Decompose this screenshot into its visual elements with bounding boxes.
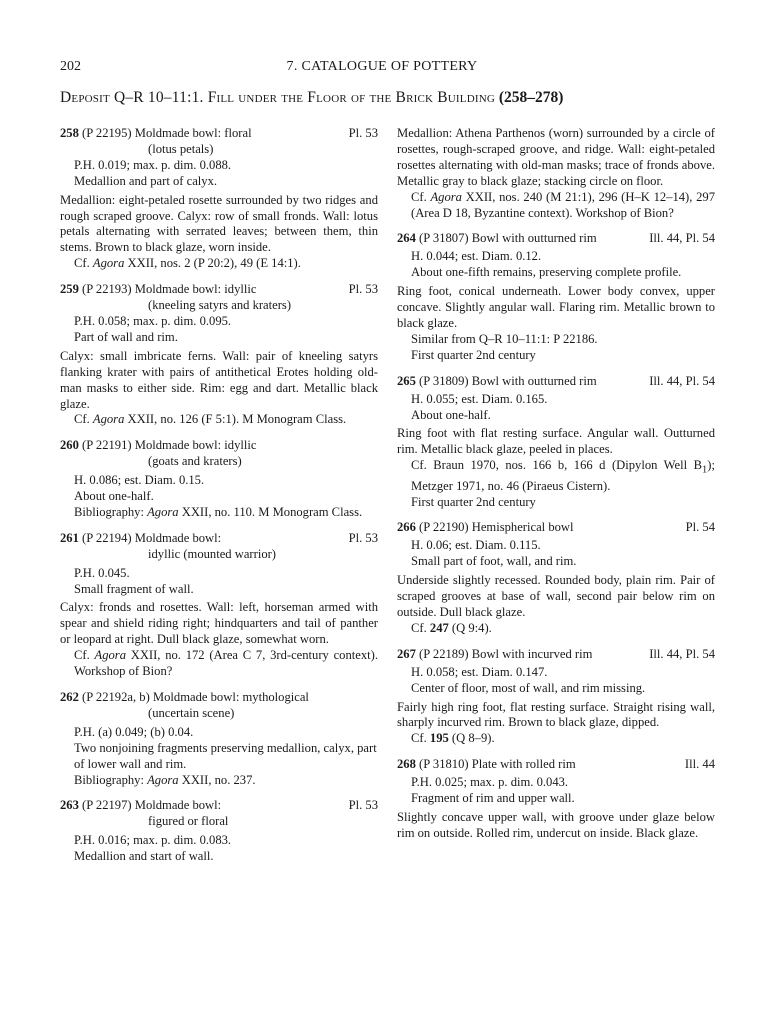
catalogue-entry-259 [60, 282, 378, 428]
plate-ref: Pl. 53 [348, 798, 378, 813]
description: Ring foot with flat resting surface. Angular wall. Outturned rim. Metallic black glaze, peeled in places. [397, 426, 715, 457]
entry-title: (P 31809) Bowl with outturned rim [415, 373, 597, 388]
measurements: H. 0.058; est. Diam. 0.147. [411, 664, 548, 679]
entry-heading [397, 647, 715, 663]
preservation: Small part of foot, wall, and rim. [411, 554, 577, 569]
plate-ref: Pl. 54 [685, 520, 715, 535]
description: Medallion: eight-petaled rosette surrounded by two ridges and rough scraped groove. Calyx: row of small fronds. Wall: lotus petals alternating with serrated leaves; between them, thin stems. Brown to black glaze, worn inside. [60, 192, 378, 255]
entry-number: 260 [60, 438, 79, 453]
entry-subtitle: (goats and kraters) [148, 454, 242, 469]
plate-ref: Ill. 44 [684, 757, 715, 772]
entry-number: 259 [60, 282, 79, 297]
catalogue-entry-260 [60, 438, 378, 521]
entry-subtitle: (kneeling satyrs and kraters) [148, 298, 292, 313]
entry-heading [60, 690, 378, 722]
comparanda: Cf. Agora XXII, no. 172 (Area C 7, 3rd-century context). Workshop of Bion? [74, 648, 378, 679]
entry-number: 268 [397, 757, 416, 772]
description: Ring foot, conical underneath. Lower body convex, upper concave. Slightly angular wall. Flaring rim. Metallic brown to black glaze. [397, 284, 715, 330]
entry-heading [60, 798, 378, 830]
bibliography: Bibliography: Agora XXII, no. 237. [74, 772, 256, 787]
entry-heading [397, 520, 715, 536]
right-column [397, 126, 715, 852]
preservation: About one-fifth remains, preserving complete profile. [411, 265, 682, 280]
entry-heading [397, 374, 715, 390]
comparanda: Cf. Braun 1970, nos. 166 b, 166 d (Dipylon Well $B_1$); Metzger 1971, no. 46 (Piraeus Cistern). [411, 458, 715, 493]
entry-number: 265 [397, 373, 416, 388]
entry-title: (P 31807) Bowl with outturned rim [415, 231, 597, 246]
bibliography: Bibliography: Agora XXII, no. 110. M Monogram Class. [74, 504, 363, 519]
entry-number: 262 [60, 690, 79, 704]
description: Fairly high ring foot, flat resting surface. Straight rising wall, sharply incurved rim. Brown to black glaze, dipped. [397, 699, 715, 730]
measurements: P.H. 0.016; max. p. dim. 0.083. [74, 833, 232, 848]
entry-subtitle: figured or floral [148, 814, 229, 829]
plate-ref: Pl. 53 [348, 282, 378, 297]
deposit-range: (258–278) [498, 89, 564, 106]
description: Medallion: Athena Parthenos (worn) surrounded by a circle of rosettes, rough-scraped groove, and ridge. Wall: eight-petaled rosettes alternating with old-man masks; trace of fronds above. Metallic gray to black glaze; stacking circle on floor. [397, 126, 715, 188]
catalogue-entry-263-continued [397, 126, 715, 221]
entry-number: 264 [397, 231, 416, 246]
catalogue-entry-258 [60, 126, 378, 272]
date: First quarter 2nd century [411, 494, 536, 509]
description: Calyx: small imbricate ferns. Wall: pair of kneeling satyrs flanking krater with pairs of antithetical Erotes holding old-man masks to either side. Rim: egg and dart. Metallic black glaze. [60, 348, 378, 411]
measurements: P.H. 0.058; max. p. dim. 0.095. [74, 313, 232, 328]
measurements: H. 0.06; est. Diam. 0.115. [411, 538, 541, 553]
catalogue-entry-261 [60, 531, 378, 680]
comparanda: Cf. 247 (Q 9:4). [411, 620, 492, 635]
entry-number: 263 [60, 798, 79, 813]
comparanda: Cf. 195 (Q 8–9). [411, 731, 495, 746]
preservation: Small fragment of wall. [74, 581, 194, 596]
preservation: About one-half. [411, 407, 491, 422]
catalogue-entry-267 [397, 647, 715, 747]
entry-number: 267 [397, 646, 416, 661]
entry-heading [60, 531, 378, 563]
entry-heading [397, 757, 715, 773]
preservation: Fragment of rim and upper wall. [411, 791, 575, 806]
plate-ref: Ill. 44, Pl. 54 [649, 646, 715, 661]
measurements: H. 0.086; est. Diam. 0.15. [74, 473, 205, 488]
preservation: Part of wall and rim. [74, 329, 178, 344]
description: Calyx: fronds and rosettes. Wall: left, horseman armed with spear and shield riding right; hindquarters and tail of panther or leopard at right. Dull black glaze, somewhat worn. [60, 600, 378, 647]
entry-heading [60, 126, 378, 158]
preservation: Center of floor, most of wall, and rim missing. [411, 680, 646, 695]
preservation: Two nonjoining fragments preserving medallion, calyx, part of lower wall and rim. [74, 740, 377, 771]
entry-heading [60, 282, 378, 314]
entry-number: 261 [60, 530, 79, 545]
chapter-title: 7. CATALOGUE OF POTTERY [286, 59, 478, 74]
deposit-heading [60, 89, 710, 107]
entry-subtitle: idyllic (mounted warrior) [148, 546, 276, 561]
entry-heading [397, 231, 715, 247]
running-head [0, 59, 764, 79]
entry-title: (P 22191) Moldmade bowl: idyllic [78, 438, 257, 453]
comparanda: Cf. Agora XXII, no. 126 (F 5:1). M Monogram Class. [74, 412, 347, 427]
deposit-title: Fill under the Floor of the Brick Building [207, 89, 495, 106]
entry-title: (P 22194) Moldmade bowl: [78, 530, 222, 545]
plate-ref: Ill. 44, Pl. 54 [649, 373, 715, 388]
date: First quarter 2nd century [411, 347, 536, 362]
entry-title: (P 22192a, b) Moldmade bowl: mythological [78, 690, 309, 704]
measurements: P.H. 0.025; max. p. dim. 0.043. [411, 775, 569, 790]
left-column [60, 126, 378, 875]
preservation: About one-half. [74, 489, 154, 504]
catalogue-entry-265 [397, 374, 715, 511]
catalogue-entry-268 [397, 757, 715, 842]
measurements: H. 0.044; est. Diam. 0.12. [411, 249, 542, 264]
preservation: Medallion and start of wall. [74, 849, 214, 864]
description: Slightly concave upper wall, with groove under glaze below rim on outside. Rolled rim, undercut on inside. Black glaze. [397, 809, 715, 840]
comparanda: Cf. Agora XXII, nos. 2 (P 20:2), 49 (E 14:1). [74, 256, 301, 271]
measurements: P.H. 0.019; max. p. dim. 0.088. [74, 157, 232, 172]
entry-title: (P 22195) Moldmade bowl: floral [78, 126, 252, 140]
entry-title: (P 22197) Moldmade bowl: [78, 798, 222, 813]
entry-number: 266 [397, 520, 416, 535]
entry-title: (P 22190) Hemispherical bowl [415, 520, 574, 535]
measurements: P.H. 0.045. [74, 565, 130, 580]
page-number: 202 [60, 59, 81, 74]
deposit-prefix: Deposit Q–R 10–11:1. [60, 89, 208, 106]
similar: Similar from Q–R 10–11:1: P 22186. [411, 331, 598, 346]
comparanda: Cf. Agora XXII, nos. 240 (M 21:1), 296 (H–K 12–14), 297 (Area D 18, Byzantine context). Workshop of Bion? [411, 189, 715, 220]
plate-ref: Pl. 53 [348, 530, 378, 545]
entry-subtitle: (uncertain scene) [148, 705, 235, 720]
entry-title: (P 22193) Moldmade bowl: idyllic [78, 282, 257, 297]
plate-ref: Pl. 53 [348, 126, 378, 140]
preservation: Medallion and part of calyx. [74, 173, 218, 188]
entry-heading [60, 438, 378, 470]
measurements: P.H. (a) 0.049; (b) 0.04. [74, 724, 194, 739]
entry-subtitle: (lotus petals) [148, 141, 214, 156]
entry-title: (P 22189) Bowl with incurved rim [415, 646, 593, 661]
catalogue-entry-262 [60, 690, 378, 788]
description: Underside slightly recessed. Rounded body, plain rim. Pair of scraped grooves at base of wall, second pair below rim on outside. Dull black glaze. [397, 573, 715, 619]
catalogue-entry-264 [397, 231, 715, 363]
plate-ref: Ill. 44, Pl. 54 [649, 231, 715, 246]
entry-title: (P 31810) Plate with rolled rim [415, 757, 576, 772]
catalogue-entry-263 [60, 798, 378, 865]
entry-number: 258 [60, 126, 79, 140]
measurements: H. 0.055; est. Diam. 0.165. [411, 391, 548, 406]
catalogue-entry-266 [397, 520, 715, 636]
